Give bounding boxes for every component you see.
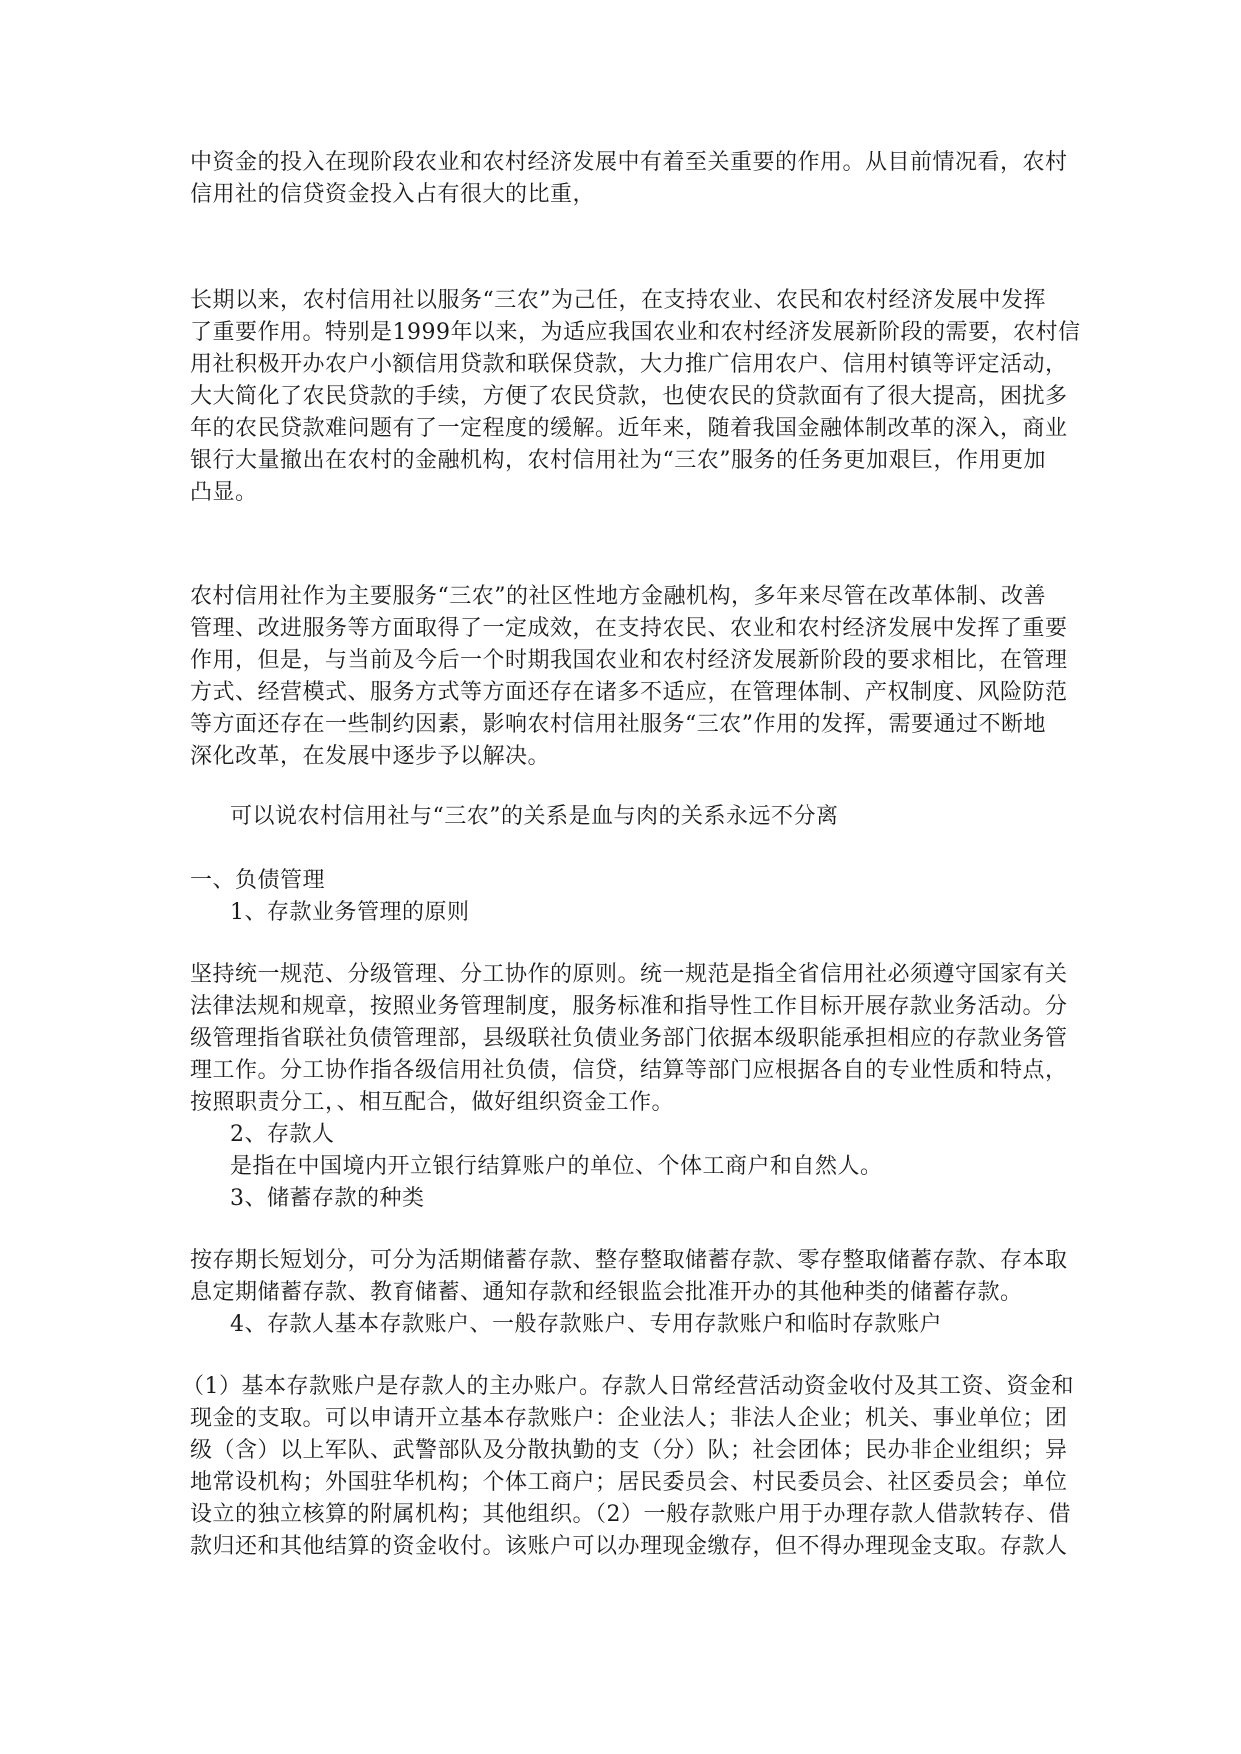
text-line: 级（含）以上军队、武警部队及分散执勤的支（分）队；社会团体；民办非企业组织；异 bbox=[190, 1438, 1068, 1463]
text-line: 作用，但是，与当前及今后一个时期我国农业和农村经济发展新阶段的要求相比，在管理 bbox=[190, 648, 1068, 673]
text-line: 息定期储蓄存款、教育储蓄、通知存款和经银监会批准开办的其他种类的储蓄存款。 bbox=[190, 1280, 1023, 1305]
text-line: 农村信用社作为主要服务“三农”的社区性地方金融机构，多年来尽管在改革体制、改善 bbox=[190, 584, 1046, 609]
text-line: 大大简化了农民贷款的手续，方便了农民贷款，也使农民的贷款面有了很大提高，困扰多 bbox=[190, 384, 1068, 409]
text-line: 等方面还存在一些制约因素，影响农村信用社服务“三农”作用的发挥，需要通过不断地 bbox=[190, 712, 1046, 737]
text-line: 现金的支取。可以申请开立基本存款账户：企业法人；非法人企业；机关、事业单位；团 bbox=[190, 1406, 1068, 1431]
text-line: 级管理指省联社负债管理部，县级联社负债业务部门依据本级职能承担相应的存款业务管 bbox=[190, 1026, 1068, 1051]
subsection-heading: 3、储蓄存款的种类 bbox=[230, 1186, 425, 1211]
text-line: 是指在中国境内开立银行结算账户的单位、个体工商户和自然人。 bbox=[230, 1154, 883, 1179]
text-line: 款归还和其他结算的资金收付。该账户可以办理现金缴存，但不得办理现金支取。存款人 bbox=[190, 1534, 1068, 1559]
text-line: 年的农民贷款难问题有了一定程度的缓解。近年来，随着我国金融体制改革的深入，商业 bbox=[190, 416, 1068, 441]
subsection-heading: 2、存款人 bbox=[230, 1122, 335, 1147]
text-line: （1）基本存款账户是存款人的主办账户。存款人日常经营活动资金收付及其工资、资金和 bbox=[182, 1374, 1075, 1399]
text-line: 用社积极开办农户小额信用贷款和联保贷款，大力推广信用农户、信用村镇等评定活动， bbox=[190, 352, 1068, 377]
text-line: 长期以来，农村信用社以服务“三农”为己任，在支持农业、农民和农村经济发展中发挥 bbox=[190, 288, 1046, 313]
text-line: 凸显。 bbox=[190, 480, 258, 505]
text-line: 中资金的投入在现阶段农业和农村经济发展中有着至关重要的作用。从目前情况看，农村 bbox=[190, 150, 1068, 175]
text-line: 理工作。分工协作指各级信用社负债，信贷，结算等部门应根据各自的专业性质和特点， bbox=[190, 1058, 1068, 1083]
text-line: 设立的独立核算的附属机构；其他组织。（2）一般存款账户用于办理存款人借款转存、借 bbox=[190, 1502, 1072, 1527]
text-line: 方式、经营模式、服务方式等方面还存在诸多不适应，在管理体制、产权制度、风险防范 bbox=[190, 680, 1068, 705]
text-line: 按存期长短划分，可分为活期储蓄存款、整存整取储蓄存款、零存整取储蓄存款、存本取 bbox=[190, 1248, 1068, 1273]
text-line: 管理、改进服务等方面取得了一定成效，在支持农民、农业和农村经济发展中发挥了重要 bbox=[190, 616, 1068, 641]
text-line: 银行大量撤出在农村的金融机构，农村信用社为“三农”服务的任务更加艰巨，作用更加 bbox=[190, 448, 1046, 473]
text-line: 坚持统一规范、分级管理、分工协作的原则。统一规范是指全省信用社必须遵守国家有关 bbox=[190, 962, 1068, 987]
text-line: 可以说农村信用社与“三农”的关系是血与肉的关系永远不分离 bbox=[230, 804, 839, 829]
text-line: 法律法规和规章，按照业务管理制度，服务标准和指导性工作目标开展存款业务活动。分 bbox=[190, 994, 1068, 1019]
text-line: 地常设机构；外国驻华机构；个体工商户；居民委员会、村民委员会、社区委员会；单位 bbox=[190, 1470, 1068, 1495]
text-line: 按照职责分工，、相互配合，做好组织资金工作。 bbox=[190, 1090, 675, 1115]
text-line: 信用社的信贷资金投入占有很大的比重， bbox=[190, 182, 596, 207]
text-line: 深化改革，在发展中逐步予以解决。 bbox=[190, 744, 551, 769]
section-heading: 一、负债管理 bbox=[190, 868, 326, 893]
subsection-heading: 4、存款人基本存款账户、一般存款账户、专用存款账户和临时存款账户 bbox=[230, 1312, 942, 1337]
subsection-heading: 1、存款业务管理的原则 bbox=[230, 900, 470, 925]
text-line: 了重要作用。特别是1999年以来，为适应我国农业和农村经济发展新阶段的需要，农村信 bbox=[190, 320, 1081, 345]
